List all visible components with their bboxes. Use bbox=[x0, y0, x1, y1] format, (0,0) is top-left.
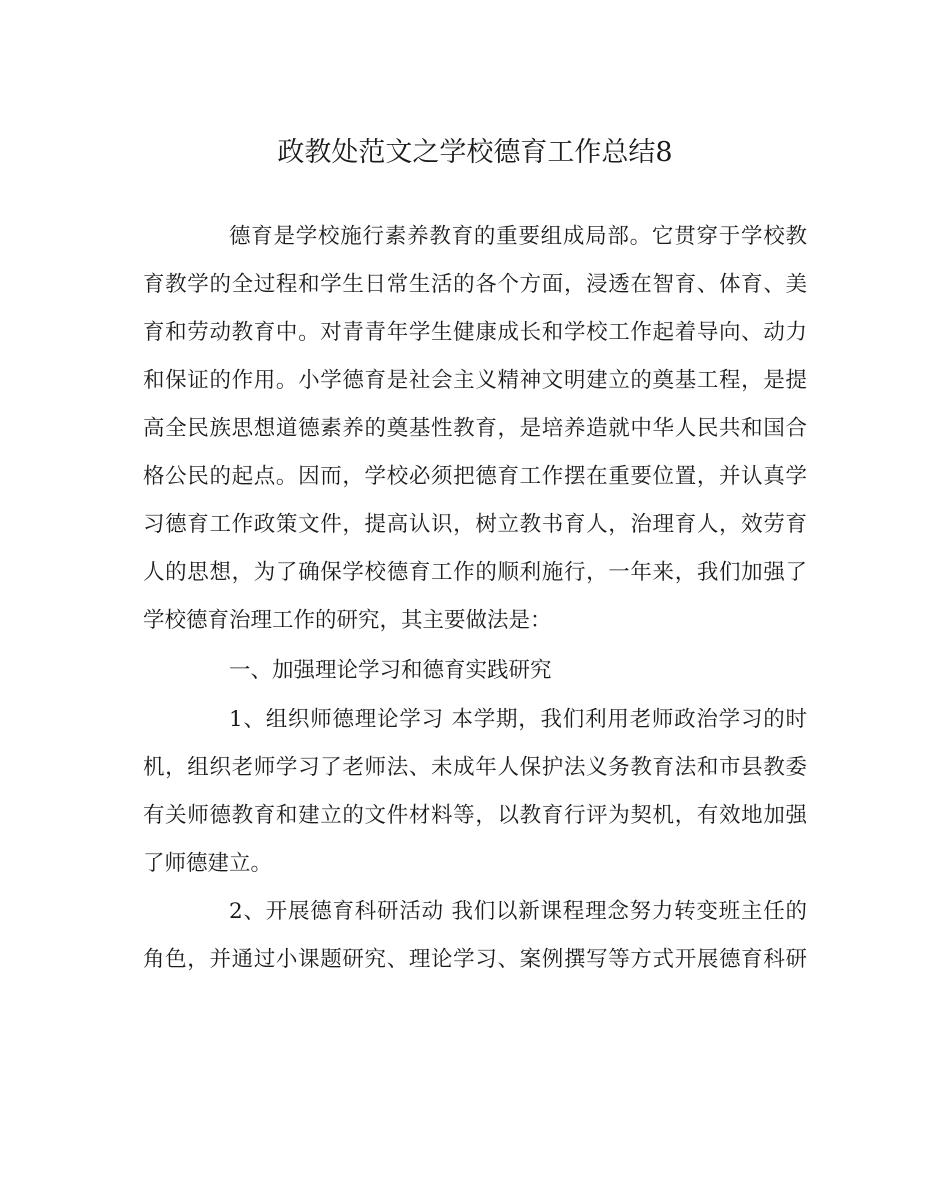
paragraph-line: 2、开展德育科研活动 我们以新课程理念努力转变班主任的 bbox=[229, 899, 807, 924]
document-title: 政教处范文之学校德育工作总结8 bbox=[277, 137, 673, 168]
paragraph-line: 机，组织老师学习了老师法、未成年人保护法义务教育法和市县教委 bbox=[143, 755, 807, 780]
paragraph-line: 学校德育治理工作的研究，其主要做法是： bbox=[143, 608, 552, 633]
paragraph-line: 了师德建立。 bbox=[143, 851, 273, 876]
paragraph-line: 高全民族思想道德素养的奠基性教育，是培养造就中华人民共和国合 bbox=[143, 416, 807, 441]
paragraph-line: 育教学的全过程和学生日常生活的各个方面，浸透在智育、体育、美 bbox=[143, 272, 807, 297]
paragraph-line: 育和劳动教育中。对青青年学生健康成长和学校工作起着导向、动力 bbox=[143, 320, 807, 345]
paragraph-line: 习德育工作政策文件，提高认识，树立教书育人，治理育人，效劳育 bbox=[143, 512, 807, 537]
section-heading: 一、加强理论学习和德育实践研究 bbox=[229, 658, 552, 683]
paragraph-line: 人的思想，为了确保学校德育工作的顺利施行，一年来，我们加强了 bbox=[143, 560, 807, 585]
paragraph-line: 角色，并通过小课题研究、理论学习、案例撰写等方式开展德育科研 bbox=[143, 947, 807, 972]
paragraph-line: 德育是学校施行素养教育的重要组成局部。它贯穿于学校教 bbox=[229, 224, 807, 249]
paragraph-line: 有关师德教育和建立的文件材料等，以教育行评为契机，有效地加强 bbox=[143, 803, 807, 828]
paragraph-line: 1、组织师德理论学习 本学期，我们利用老师政治学习的时 bbox=[229, 707, 807, 732]
paragraph-line: 格公民的起点。因而，学校必须把德育工作摆在重要位置，并认真学 bbox=[143, 464, 807, 489]
paragraph-line: 和保证的作用。小学德育是社会主义精神文明建立的奠基工程，是提 bbox=[143, 368, 807, 393]
